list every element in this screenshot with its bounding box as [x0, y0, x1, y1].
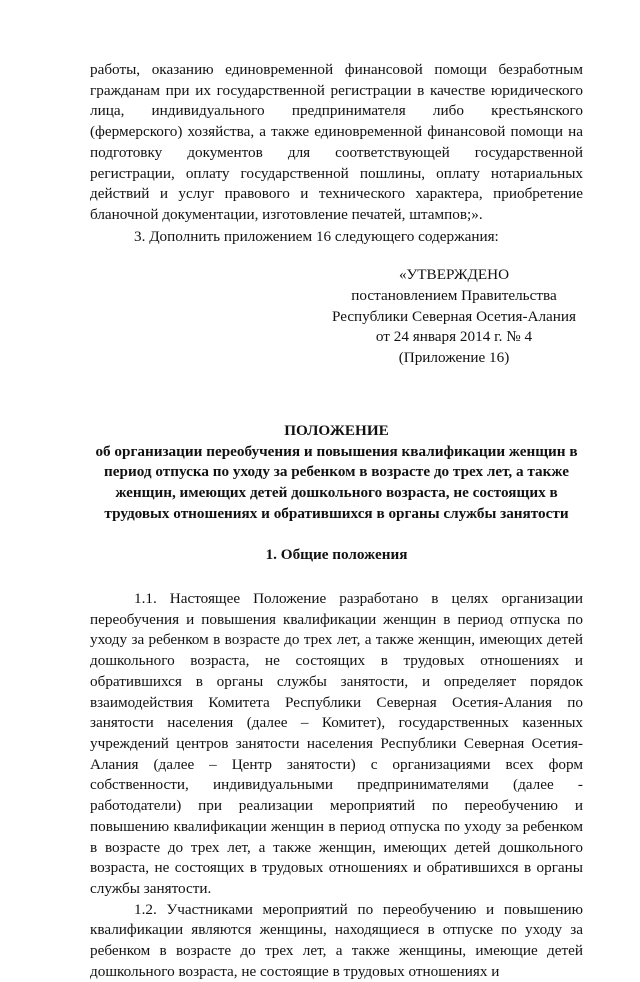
heading-subtitle-line: трудовых отношениях и обратившихся в органы службы занятости	[104, 504, 569, 522]
document-body	[90, 60, 583, 982]
approval-block	[90, 265, 583, 369]
approval-line: постановлением Правительства	[351, 287, 557, 305]
clause-1-1: 1.1. Настоящее Положение разработано в целях организации переобучения и повышения квалификации женщин в период отпуска по уходу за ребенком в возрасте до трех лет, а также женщин, имеющих детей дошкольного возраста, не состоящих в трудовых отношениях и обратившихся в органы службы занятости, и определяет порядок взаимодействия Комитета Республики Северная Осетия-Алания по занятости населения (далее – Комитет), государственных казенных учреждений центров занятости населения Республики Северная Осетия-Алания (далее – Центр занятости) с организациями всех форм собственности, индивидуальными предпринимателями (далее - работодатели) при реализации мероприятий по переобучению и повышению квалификации женщин в период отпуска по уходу за ребенком в возрасте до трех лет, а также женщин, имеющих детей дошкольного возраста, не состоящих в трудовых отношениях и обратившихся в органы службы занятости.	[90, 590, 583, 897]
clause-1-2: 1.2. Участниками мероприятий по переобучению и повышению квалификации являются женщины, находящиеся в отпуске по уходу за ребенком в возрасте до трех лет, а также женщины, имеющие детей дошкольного возраста, не состоящие в трудовых отношениях и	[90, 900, 583, 980]
approval-line: от 24 января 2014 г. № 4	[375, 328, 533, 346]
heading-title: ПОЛОЖЕНИЕ	[284, 421, 389, 439]
document-heading	[90, 421, 583, 525]
section-title: 1. Общие положения	[265, 546, 408, 564]
approval-line: Республики Северная Осетия-Алания	[331, 307, 577, 325]
approval-line: «УТВЕРЖДЕНО	[398, 266, 510, 284]
heading-subtitle-line: об организации переобучения и повышения квалификации женщин в	[95, 442, 578, 460]
heading-subtitle-line: женщин, имеющих детей дошкольного возраста, не состоящих в	[115, 483, 558, 501]
continuation-paragraph: работы, оказанию единовременной финансовой помощи безработным гражданам при их государственной регистрации в качестве юридического лица, индивидуального предпринимателя либо крестьянского (фермерского) хозяйства, а также единовременной финансовой помощи на подготовку документов для соответствующей государственной регистрации, оплату государственной пошлины, оплату нотариальных действий и услуг правового и технического характера, приобретение бланочной документации, изготовление печатей, штампов;».	[90, 61, 583, 223]
approval-line: (Приложение 16)	[398, 349, 510, 367]
amendment-item-3: 3. Дополнить приложением 16 следующего содержания:	[134, 227, 499, 245]
heading-subtitle-line: период отпуска по уходу за ребенком в возрасте до трех лет, а также	[104, 463, 569, 481]
